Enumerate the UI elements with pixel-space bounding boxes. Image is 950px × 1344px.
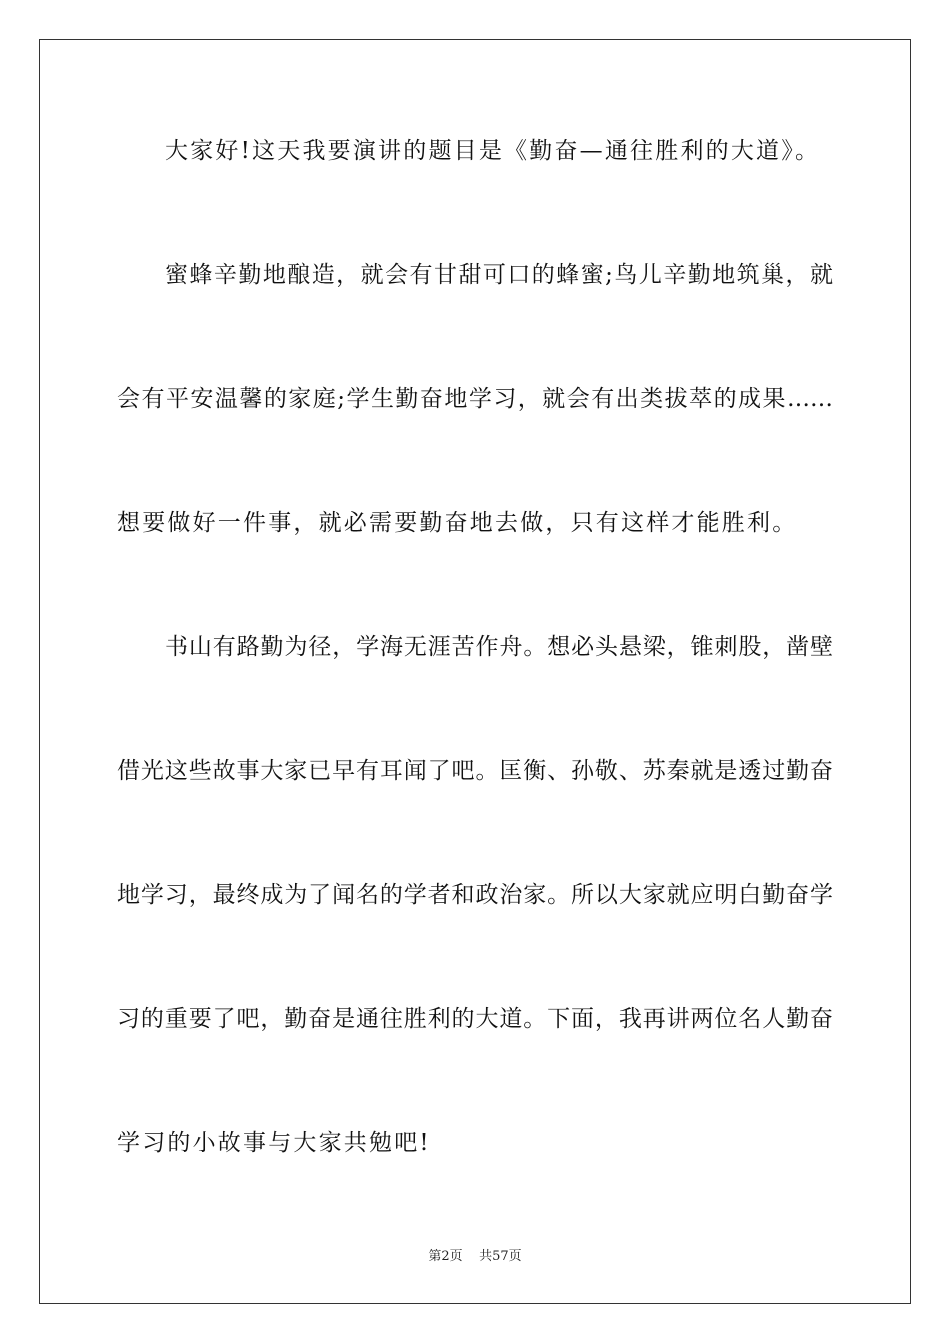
paragraph-line-1: 大家好!这天我要演讲的题目是《勤奋—通往胜利的大道》。	[165, 138, 821, 164]
page-footer	[0, 1245, 950, 1264]
page-number: 第2页	[428, 1249, 463, 1264]
paragraph-line-8: 习的重要了吧，勤奋是通往胜利的大道。下面，我再讲两位名人勤奋	[117, 1006, 833, 1032]
paragraph-line-2: 蜜蜂辛勤地酿造，就会有甘甜可口的蜂蜜;鸟儿辛勤地筑巢，就	[165, 262, 833, 288]
page-total: 共57页	[479, 1249, 522, 1264]
paragraph-line-4: 想要做好一件事，就必需要勤奋地去做，只有这样才能胜利。	[117, 510, 798, 536]
paragraph-line-9: 学习的小故事与大家共勉吧!	[117, 1130, 431, 1156]
paragraph-line-7: 地学习，最终成为了闻名的学者和政治家。所以大家就应明白勤奋学	[117, 882, 833, 908]
paragraph-line-6: 借光这些故事大家已早有耳闻了吧。匡衡、孙敬、苏秦就是透过勤奋	[117, 758, 833, 784]
paragraph-line-5: 书山有路勤为径，学海无涯苦作舟。想必头悬梁，锥刺股，凿壁	[165, 634, 833, 660]
page-frame	[39, 39, 911, 1304]
paragraph-line-3: 会有平安温馨的家庭;学生勤奋地学习，就会有出类拔萃的成果……	[117, 386, 833, 412]
